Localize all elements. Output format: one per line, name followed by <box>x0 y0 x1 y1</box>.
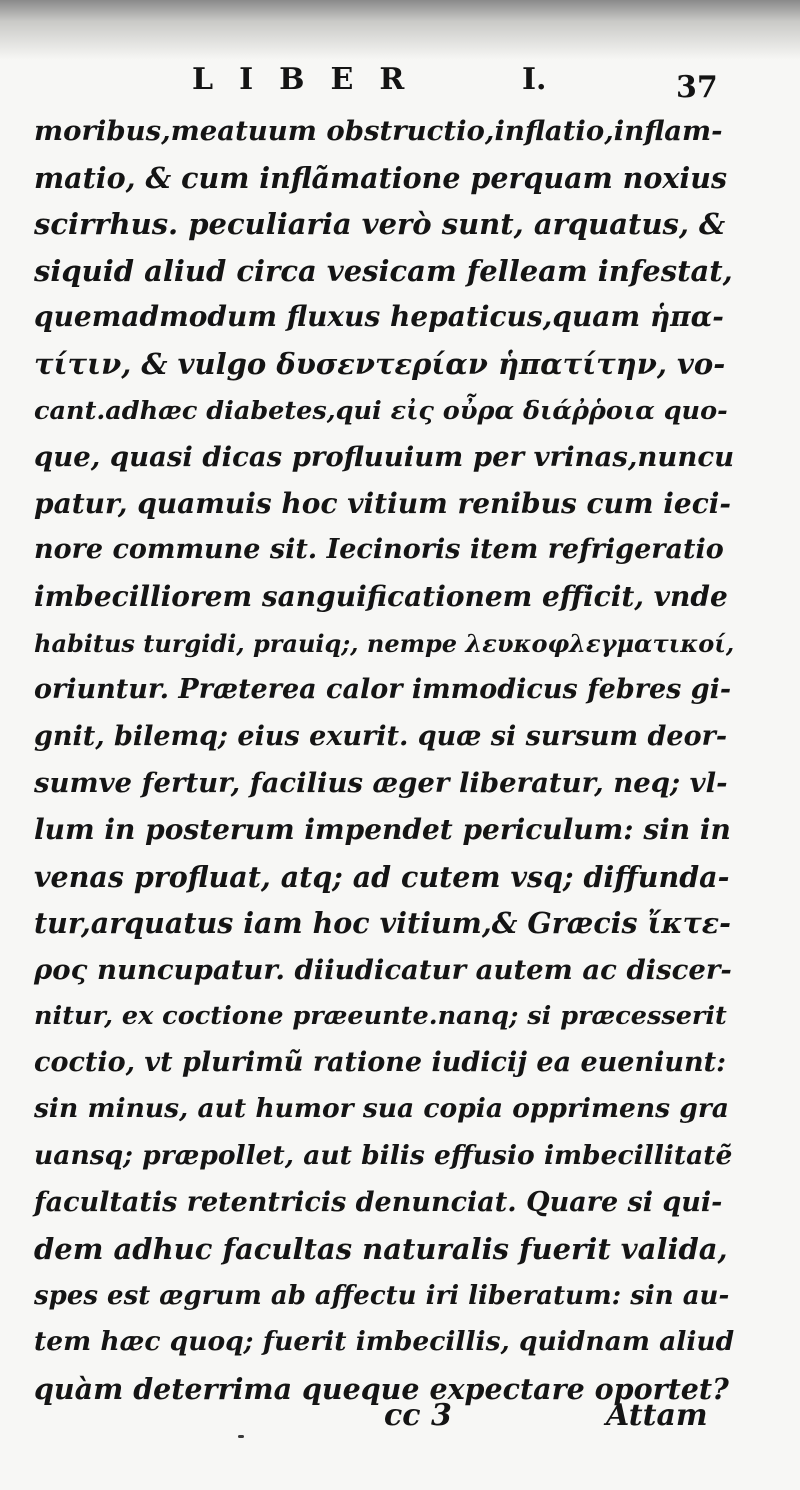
body-text <box>34 108 734 1413</box>
text-line: coctio, vt plurimũ ratione iudicij ea eueniunt: <box>34 1046 727 1078</box>
book-number: I. <box>522 62 547 97</box>
text-line: habitus turgidi, prauiq;, nempe λευκοφλεγματικοί, <box>34 628 735 658</box>
text-line: quàm deterrima queque expectare oportet? <box>34 1372 729 1407</box>
ink-speck <box>238 1435 244 1438</box>
page-header <box>0 62 800 106</box>
text-line: siquid aliud circa vesicam felleam infestat, <box>34 253 733 288</box>
text-line: spes est ægrum ab affectu iri liberatum: sin au- <box>34 1280 730 1311</box>
text-line: sumve fertur, facilius æger liberatur, neq; vl- <box>34 767 728 800</box>
text-line: nore commune sit. Iecinoris item refrigeratio <box>34 534 724 566</box>
text-line: imbecilliorem sanguificationem efficit, vnde <box>34 579 728 613</box>
text-line: venas profluat, atq; ad cutem vsq; diffunda- <box>34 859 730 894</box>
text-line: gnit, bilemq; eius exurit. quæ si sursum deor- <box>34 720 728 752</box>
text-line: patur, quamuis hoc vitium renibus cum ieci- <box>34 486 732 520</box>
text-line: uansq; præpollet, aut bilis effusio imbecillitatẽ <box>34 1140 733 1172</box>
text-line: moribus,meatuum obstructio,inflatio,inflam- <box>34 115 723 147</box>
page-footer <box>0 1398 800 1442</box>
text-line: quemadmodum fluxus hepaticus,quam ἡπα- <box>34 300 724 334</box>
page-number: 37 <box>676 70 718 105</box>
text-line: matio, & cum inflãmatione perquam noxius <box>34 160 727 195</box>
text-line: tem hæc quoq; fuerit imbecillis, quidnam aliud <box>34 1326 735 1358</box>
text-line: dem adhuc facultas naturalis fuerit valida, <box>34 1232 728 1267</box>
text-line: tur,arquatus iam hoc vitium,& Græcis ἴκτε- <box>34 906 731 941</box>
text-line: nitur, ex coctione præeunte.nanq; si præcesserit <box>34 1001 727 1032</box>
text-line: ρος nuncupatur. diiudicatur autem ac discer- <box>34 953 732 986</box>
text-line: sin minus, aut humor sua copia opprimens gra <box>34 1093 729 1125</box>
text-line: oriuntur. Præterea calor immodicus febres gi- <box>34 674 732 706</box>
text-line: cant.adhæc diabetes,qui εἰς οὖρα διάῤῥοια quo- <box>34 395 728 426</box>
text-line: τίτιν, & vulgo δυσεντερίαν ἡπατίτην, vo- <box>34 346 726 381</box>
text-line: lum in posterum impendet periculum: sin in <box>34 812 731 846</box>
page-edge-shadow <box>0 0 800 60</box>
text-line: scirrhus. peculiaria verò sunt, arquatus, & <box>34 207 726 242</box>
running-title: LIBER <box>192 62 431 97</box>
text-line: que, quasi dicas profluuium per vrinas,nuncu <box>34 441 735 474</box>
catchword: Attam <box>606 1398 708 1433</box>
text-line: facultatis retentricis denunciat. Quare si qui- <box>34 1186 723 1218</box>
signature-mark: cc 3 <box>384 1398 452 1433</box>
